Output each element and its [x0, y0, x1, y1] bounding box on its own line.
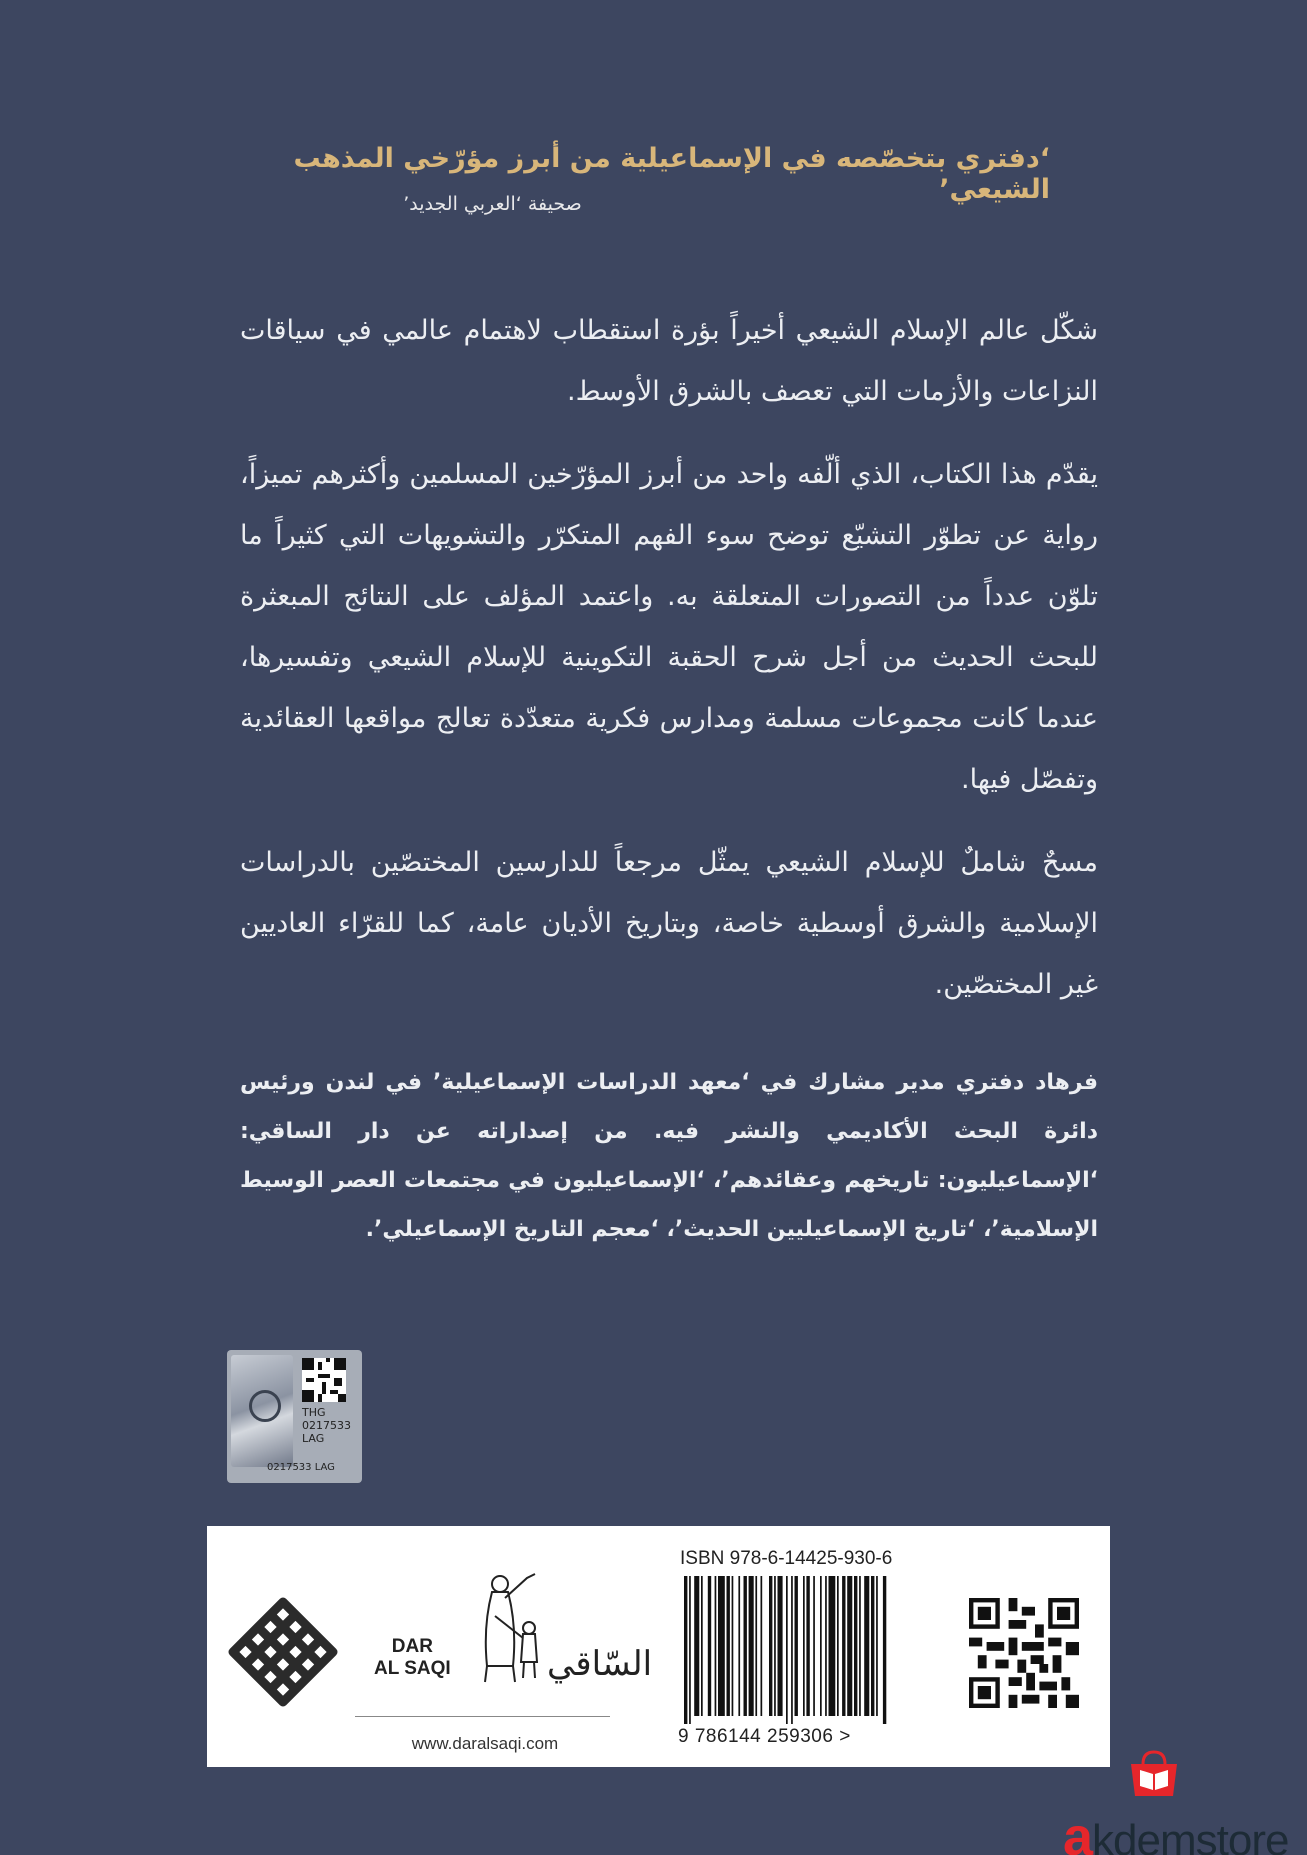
hologram-sticker: [227, 1350, 362, 1483]
review-source: صحيفة ‘العربي الجديد’: [403, 193, 582, 215]
publisher-panel: [207, 1526, 1110, 1767]
qr-code-icon: [969, 1598, 1079, 1708]
blurb-paragraph: شكّل عالم الإسلام الشيعي أخيراً بؤرة استقطاب لاهتمام عالمي في سياقات النزاعات والأزمات التي تعصف بالشرق الأوسط.: [240, 315, 1098, 407]
sticker-line: THG: [302, 1406, 326, 1419]
publisher-website: www.daralsaqi.com: [411, 1734, 559, 1753]
isbn-barcode: [682, 1576, 930, 1724]
divider: [355, 1716, 610, 1717]
book-blurb: [240, 300, 1098, 1037]
watermark-logo: [1063, 1806, 1288, 1855]
blurb-paragraph: يقدّم هذا الكتاب، الذي ألّفه واحد من أبرز المؤرّخين المسلمين وأكثرهم تميزاً، رواية عن تطوّر التشيّع توضح سوء الفهم المتكرّر والتشويهات التي كثيراً ما تلوّن عدداً من التصورات المتعلقة به. واعتمد المؤلف على النتائج المبعثرة للبحث الحديث من أجل شرح الحقبة التكوينية للإسلام الشيعي وتفسيرها، عندما كانت مجموعات مسلمة ومدارس فكرية متعدّدة تعالج مواقعها العقائدية وتفصّل فيها.: [240, 459, 1098, 795]
saqi-figure-icon: [465, 1566, 555, 1686]
hologram-icon: [231, 1355, 293, 1467]
sticker-line: LAG: [302, 1432, 325, 1445]
review-quote: ‘دفتري بتخصّصه في الإسماعيلية من أبرز مؤرّخي المذهب الشيعي’: [293, 143, 1050, 205]
author-bio: [240, 1058, 1098, 1254]
isbn-label: ISBN 978-6-14425-930-6: [680, 1548, 893, 1569]
publisher-name-line: AL SAQI: [374, 1658, 451, 1679]
watermark-a: a: [1063, 1807, 1093, 1855]
sticker-line: 0217533: [302, 1419, 351, 1432]
sticker-code: [302, 1406, 351, 1445]
endless-knot-icon: [227, 1596, 339, 1708]
blurb-paragraph: مسحٌ شاملٌ للإسلام الشيعي يمثّل مرجعاً للدارسين المختصّين بالدراسات الإسلامية والشرق أوسطية خاصة، وبتاريخ الأديان عامة، كما للقرّاء العاديين غير المختصّين.: [240, 847, 1098, 1000]
watermark-rest: kdemstore: [1092, 1816, 1289, 1855]
publisher-arabic-logo: السّاقي: [547, 1644, 653, 1684]
sticker-qr-icon: [302, 1358, 346, 1402]
barcode-digits: 9 786144 259306 >: [678, 1726, 851, 1747]
sticker-bottom-code: 0217533 LAG: [267, 1462, 335, 1473]
publisher-name-line: DAR: [391, 1636, 433, 1657]
publisher-name: [374, 1636, 451, 1680]
book-bag-icon: [1125, 1750, 1183, 1798]
author-bio-text: فرهاد دفتري مدير مشارك في ‘معهد الدراسات الإسماعيلية’ في لندن ورئيس دائرة البحث الأكاديمي والنشر فيه. من إصداراته عن دار الساقي: ‘الإسماعيليون: تاريخهم وعقائدهم’، ‘الإسماعيليون في مجتمعات العصر الوسيط الإسلامية’، ‘تاريخ الإسماعيليين الحديث’، ‘معجم التاريخ الإسماعيلي’.: [240, 1070, 1098, 1242]
